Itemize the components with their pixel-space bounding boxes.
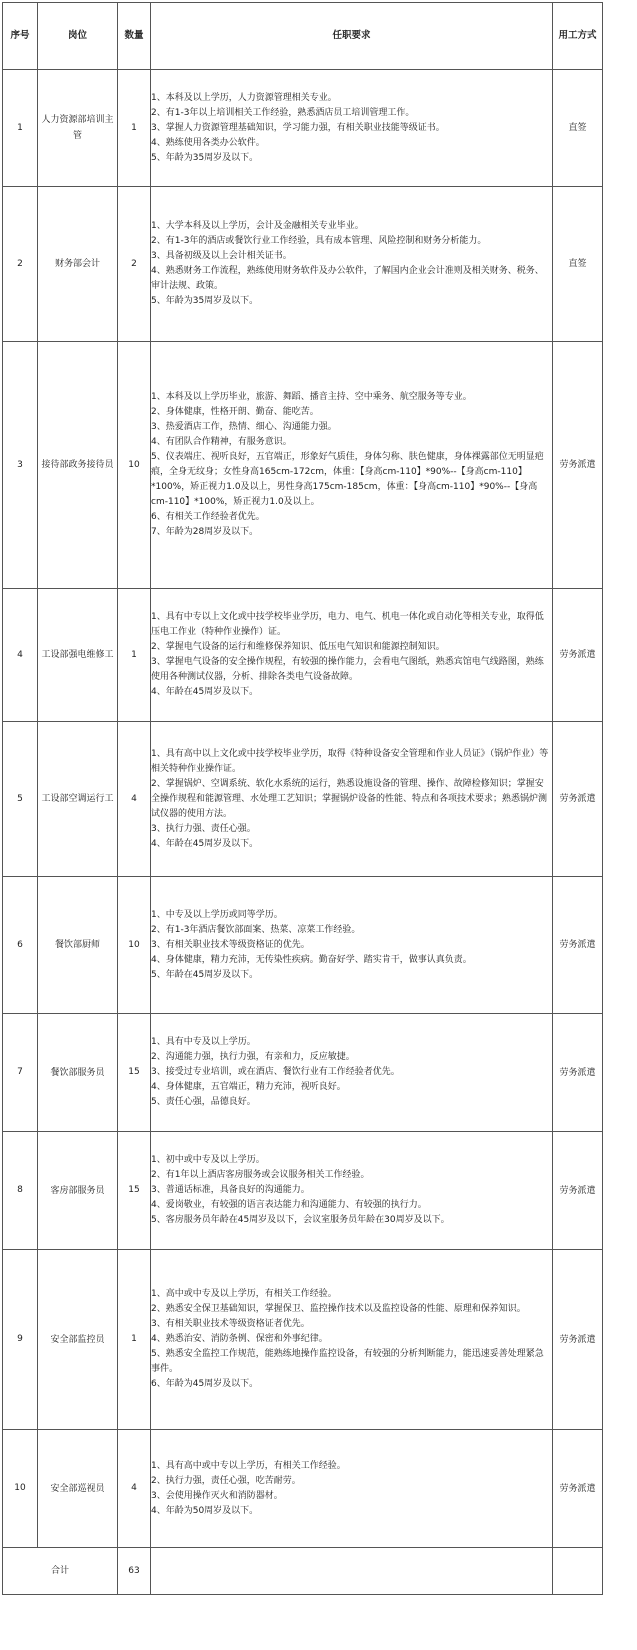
requirement-line: 3、有相关职业技术等级资格证的优先。 <box>151 939 310 950</box>
requirement-line: 3、会使用操作灭火和消防器材。 <box>151 1490 283 1501</box>
headcount: 10 <box>118 877 151 1014</box>
table-row <box>3 1430 603 1548</box>
requirement-line: 4、年龄在45周岁及以下。 <box>151 838 259 849</box>
total-row <box>3 1548 603 1595</box>
requirement-line: 3、普通话标准，具备良好的沟通能力。 <box>151 1185 310 1195</box>
requirement-line: 4、熟悉治安、消防条例、保密和外事纪律。 <box>151 1334 328 1344</box>
requirement-line: 1、具有中专及以上学历。 <box>151 1037 256 1047</box>
employment-type: 劳务派遣 <box>553 1132 603 1250</box>
requirement-line: 4、年龄在45周岁及以下。 <box>151 687 259 697</box>
requirement-line: 2、有1-3年的酒店或餐饮行业工作经验，具有成本管理、风险控制和财务分析能力。 <box>151 236 487 246</box>
table-row <box>3 589 603 722</box>
header-no: 序号 <box>3 3 38 70</box>
header-position: 岗位 <box>38 3 118 70</box>
job-table <box>2 2 603 1595</box>
requirement-line: 3、执行力强、责任心强。 <box>151 823 256 834</box>
row-number: 5 <box>3 722 38 877</box>
employment-type: 劳务派遣 <box>553 342 603 589</box>
employment-type: 劳务派遣 <box>553 1014 603 1132</box>
requirements-cell <box>151 70 553 187</box>
position-name: 财务部会计 <box>38 187 118 342</box>
requirement-line: 5、熟悉安全监控工作规范，能熟练地操作监控设备，有较强的分析判断能力，能迅速妥善处理紧急事件。 <box>151 1349 544 1374</box>
position-name: 人力资源部培训主管 <box>38 70 118 187</box>
requirement-line: 4、身体健康，五官端正，精力充沛，视听良好。 <box>151 1082 346 1092</box>
requirement-line: 3、具备初级及以上会计相关证书。 <box>151 251 292 261</box>
requirements-cell <box>151 187 553 342</box>
requirements-cell <box>151 1014 553 1132</box>
headcount: 4 <box>118 1430 151 1548</box>
position-name: 安全部监控员 <box>38 1250 118 1430</box>
requirement-line: 4、熟练使用各类办公软件。 <box>151 137 265 148</box>
requirements-cell <box>151 722 553 877</box>
position-name: 安全部巡视员 <box>38 1430 118 1548</box>
requirement-line: 5、客房服务员年龄在45周岁及以下，会议室服务员年龄在30周岁及以下。 <box>151 1215 450 1225</box>
requirement-line: 4、年龄为50周岁及以下。 <box>151 1505 259 1516</box>
headcount: 15 <box>118 1014 151 1132</box>
total-label: 合计 <box>3 1548 118 1595</box>
requirement-line: 2、熟悉安全保卫基础知识，掌握保卫、监控操作技术以及监控设备的性能、原理和保养知识。 <box>151 1304 526 1314</box>
employment-type: 劳务派遣 <box>553 589 603 722</box>
row-number: 1 <box>3 70 38 187</box>
row-number: 3 <box>3 342 38 589</box>
requirement-line: 1、高中或中专及以上学历，有相关工作经验。 <box>151 1289 337 1299</box>
requirement-line: 6、有相关工作经验者优先。 <box>151 512 265 522</box>
row-number: 2 <box>3 187 38 342</box>
requirement-line: 1、本科及以上学历，人力资源管理相关专业。 <box>151 92 337 103</box>
table-row <box>3 1014 603 1132</box>
position-name: 接待部政务接待员 <box>38 342 118 589</box>
requirement-line: 1、中专及以上学历或同等学历。 <box>151 909 283 920</box>
requirement-line: 2、掌握电气设备的运行和维修保养知识、低压电气知识和能源控制知识。 <box>151 642 445 652</box>
total-requirements-empty <box>151 1548 553 1595</box>
position-name: 餐饮部服务员 <box>38 1014 118 1132</box>
requirement-line: 3、掌握电气设备的安全操作规程，有较强的操作能力，会看电气图纸，熟悉宾馆电气线路图，熟练使用各种测试仪器，分析、排除各类电气设备故障。 <box>151 657 544 682</box>
requirement-line: 5、年龄在45周岁及以下。 <box>151 969 259 980</box>
header-row <box>3 3 603 70</box>
table-row <box>3 187 603 342</box>
headcount: 1 <box>118 589 151 722</box>
employment-type: 劳务派遣 <box>553 877 603 1014</box>
requirements-cell <box>151 877 553 1014</box>
requirements-cell <box>151 342 553 589</box>
employment-type: 直签 <box>553 70 603 187</box>
requirement-line: 3、热爱酒店工作，热情、细心、沟通能力强。 <box>151 422 337 432</box>
requirement-line: 2、执行力强，责任心强，吃苦耐劳。 <box>151 1475 301 1486</box>
employment-type: 劳务派遣 <box>553 722 603 877</box>
headcount: 4 <box>118 722 151 877</box>
headcount: 1 <box>118 70 151 187</box>
requirement-line: 1、本科及以上学历毕业，旅游、舞蹈、播音主持、空中乘务、航空服务等专业。 <box>151 392 472 402</box>
requirement-line: 2、身体健康，性格开朗、勤奋、能吃苦。 <box>151 407 319 417</box>
requirement-line: 3、接受过专业培训，或在酒店、餐饮行业有工作经验者优先。 <box>151 1067 400 1077</box>
requirement-line: 4、有团队合作精神，有服务意识。 <box>151 437 292 447</box>
table-row <box>3 877 603 1014</box>
headcount: 1 <box>118 1250 151 1430</box>
total-count: 63 <box>118 1548 151 1595</box>
requirement-line: 6、年龄为45周岁及以下。 <box>151 1379 259 1389</box>
requirement-line: 4、身体健康，精力充沛，无传染性疾病。勤奋好学、踏实肯干，做事认真负责。 <box>151 954 472 965</box>
requirement-line: 5、年龄为35周岁及以下。 <box>151 296 259 306</box>
requirements-cell <box>151 1430 553 1548</box>
requirement-line: 1、初中或中专及以上学历。 <box>151 1155 265 1165</box>
table-row <box>3 1250 603 1430</box>
requirement-line: 5、年龄为35周岁及以下。 <box>151 152 259 163</box>
employment-type: 劳务派遣 <box>553 1430 603 1548</box>
headcount: 10 <box>118 342 151 589</box>
requirements-cell <box>151 1250 553 1430</box>
requirement-line: 1、具有高中或中专以上学历，有相关工作经验。 <box>151 1460 346 1471</box>
requirement-line: 3、有相关职业技术等级资格证者优先。 <box>151 1319 310 1329</box>
requirement-line: 4、熟悉财务工作流程，熟练使用财务软件及办公软件，了解国内企业会计准则及相关财务、税务、审计法规、政策。 <box>151 266 544 291</box>
requirement-line: 2、掌握锅炉、空调系统、软化水系统的运行，熟悉设施设备的管理、操作、故障检修知识；掌握安全操作规程和能源管理、水处理工艺知识；掌握锅炉设备的性能、特点和各项技术要求；熟悉锅炉测试仪器的使用方法。 <box>151 778 548 819</box>
position-name: 工设部强电维修工 <box>38 589 118 722</box>
header-count: 数量 <box>118 3 151 70</box>
requirement-line: 1、具有高中以上文化或中技学校毕业学历，取得《特种设备安全管理和作业人员证》（锅炉作业）等相关特种作业操作证。 <box>151 748 549 774</box>
requirement-line: 5、责任心强，品德良好。 <box>151 1097 256 1107</box>
headcount: 15 <box>118 1132 151 1250</box>
position-name: 工设部空调运行工 <box>38 722 118 877</box>
table-row <box>3 70 603 187</box>
header-requirements: 任职要求 <box>151 3 553 70</box>
row-number: 10 <box>3 1430 38 1548</box>
requirements-cell <box>151 589 553 722</box>
requirement-line: 7、年龄为28周岁及以下。 <box>151 527 259 537</box>
table-row <box>3 1132 603 1250</box>
table-row <box>3 342 603 589</box>
total-employment-empty <box>553 1548 603 1595</box>
requirement-line: 1、大学本科及以上学历，会计及金融相关专业毕业。 <box>151 221 364 231</box>
row-number: 4 <box>3 589 38 722</box>
table-row <box>3 722 603 877</box>
requirement-line: 2、有1年以上酒店客房服务或会议服务相关工作经验。 <box>151 1170 370 1180</box>
position-name: 客房部服务员 <box>38 1132 118 1250</box>
requirement-line: 1、具有中专以上文化或中技学校毕业学历，电力、电气、机电一体化或自动化等相关专业，取得低压电工作业（特种作业操作）证。 <box>151 612 544 637</box>
headcount: 2 <box>118 187 151 342</box>
requirement-line: 4、爱岗敬业，有较强的语言表达能力和沟通能力、有较强的执行力。 <box>151 1200 427 1210</box>
requirement-line: 2、有1-3年酒店餐饮部面案、热菜、凉菜工作经验。 <box>151 924 361 935</box>
position-name: 餐饮部厨师 <box>38 877 118 1014</box>
requirement-line: 5、仪表端庄、视听良好，五官端正，形象好气质佳，身体匀称、肤色健康，身体裸露部位无明显疤痕，全身无纹身；女性身高165cm-172cm，体重：【身高cm-110】*90%--【身高cm-110】*100%，矫正视力1.0及以上，男性身高175cm-185cm，体重：【身高cm-110】*90%--【身高cm-110】*100%，矫正视力1.0及以上。 <box>151 452 544 507</box>
employment-type: 直签 <box>553 187 603 342</box>
employment-type: 劳务派遣 <box>553 1250 603 1430</box>
requirement-line: 2、沟通能力强，执行力强，有亲和力，反应敏捷。 <box>151 1052 355 1062</box>
row-number: 8 <box>3 1132 38 1250</box>
header-employment: 用工方式 <box>553 3 603 70</box>
requirements-cell <box>151 1132 553 1250</box>
row-number: 6 <box>3 877 38 1014</box>
requirement-line: 3、掌握人力资源管理基础知识，学习能力强，有相关职业技能等级证书。 <box>151 122 445 133</box>
requirement-line: 2、有1-3年以上培训相关工作经验，熟悉酒店员工培训管理工作。 <box>151 107 415 118</box>
row-number: 9 <box>3 1250 38 1430</box>
row-number: 7 <box>3 1014 38 1132</box>
